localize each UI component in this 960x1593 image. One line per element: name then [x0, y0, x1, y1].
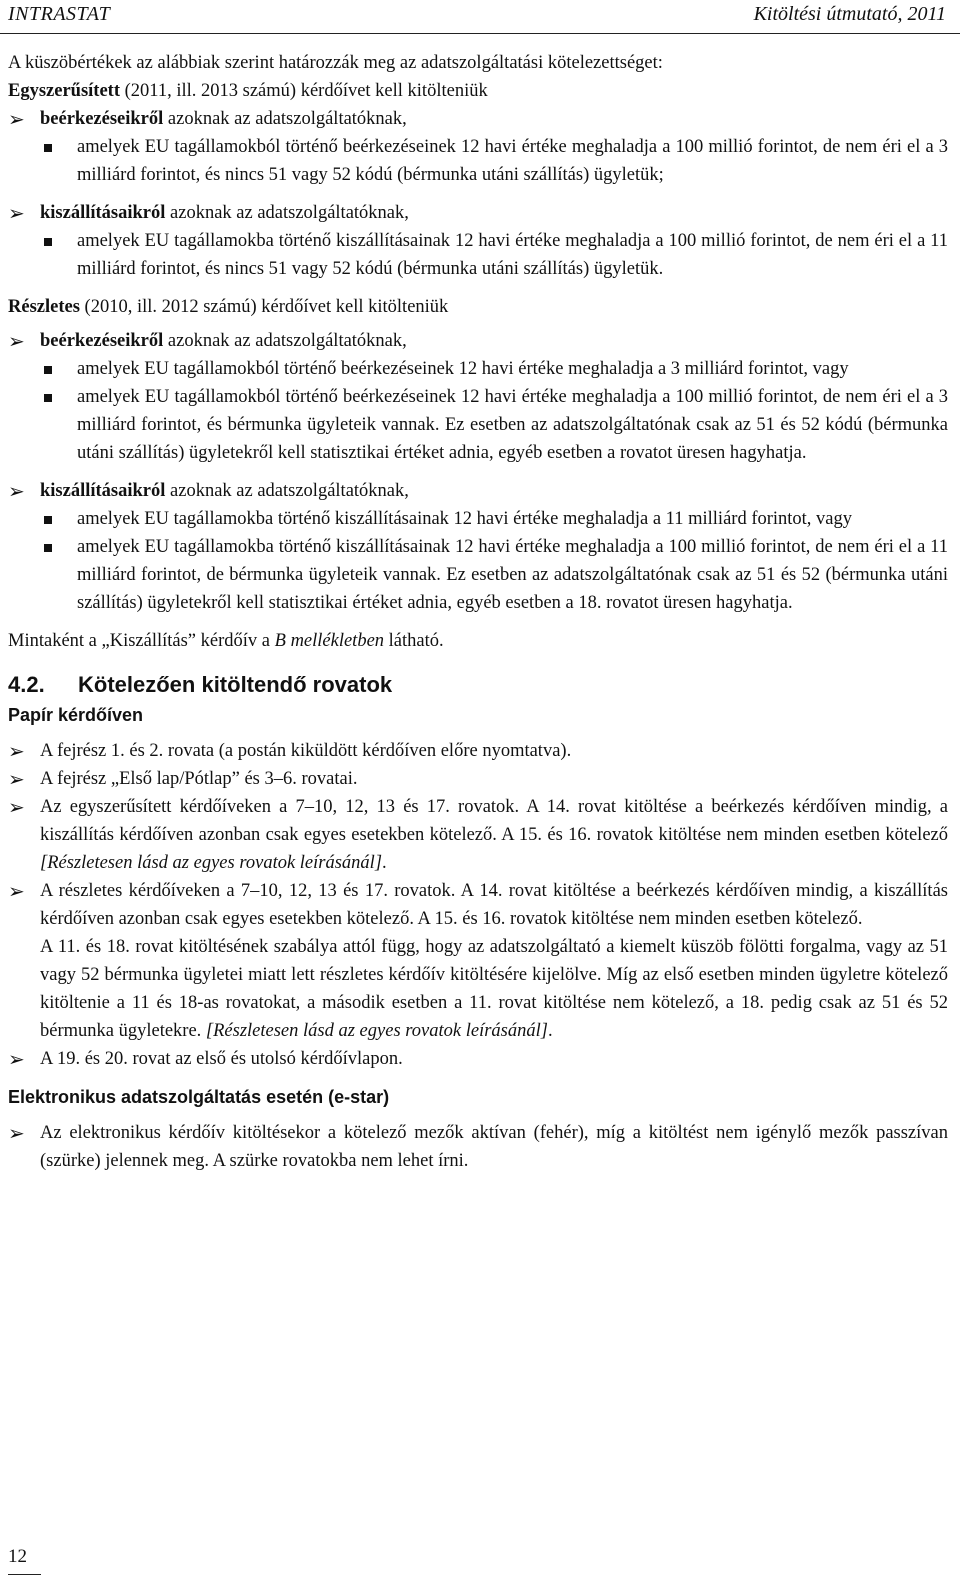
- paper-item: [8, 793, 948, 877]
- paper-item-text: A fejrész 1. és 2. rovata (a postán kiküldött kérdőíven előre nyomtatva).: [40, 741, 572, 761]
- section-heading: [8, 669, 948, 701]
- arrow-bullet-icon: ➢: [8, 795, 25, 819]
- square-bullet-icon: [44, 133, 58, 161]
- simplified-label-bold: Egyszerűsített: [8, 81, 120, 101]
- paper-item-extra-italic: [Részletesen lásd az egyes rovatok leírásánál]: [205, 1021, 548, 1041]
- arrow-bullet-icon: ➢: [8, 767, 25, 791]
- square-bullet-icon: [44, 533, 58, 561]
- paper-item: [8, 765, 948, 793]
- simplified-item-dispatches: [8, 199, 948, 227]
- detailed-item-dispatches: [8, 477, 948, 505]
- square-bullet-icon: [44, 355, 58, 383]
- paper-item: [8, 877, 948, 933]
- item-rest: azoknak az adatszolgáltatóknak,: [163, 109, 407, 129]
- electronic-item: [8, 1119, 948, 1175]
- item-rest: azoknak az adatszolgáltatóknak,: [165, 481, 409, 501]
- paper-heading: Papír kérdőíven: [8, 705, 144, 725]
- detailed-arrivals-sub-1: [8, 355, 948, 383]
- item-bold: kiszállításaikról: [40, 203, 166, 223]
- arrow-bullet-icon: ➢: [8, 479, 25, 503]
- detailed-dispatches-sub-2: [8, 533, 948, 617]
- detailed-dispatches-sub-1: [8, 505, 948, 533]
- header-title: INTRASTAT: [8, 3, 111, 25]
- paper-item-continuation: [8, 933, 948, 1045]
- paper-item-text: A 19. és 20. rovat az első és utolsó kérdőívlapon.: [40, 1049, 403, 1069]
- arrow-bullet-icon: ➢: [8, 329, 25, 353]
- header-subtitle: Kitöltési útmutató, 2011: [753, 3, 946, 25]
- simplified-label-rest: (2011, ill. 2013 számú) kérdőívet kell kitölteniük: [120, 81, 488, 101]
- paper-item-text: Az egyszerűsített kérdőíveken a 7–10, 12, 13 és 17. rovatok. A 14. rovat kitöltése a beérkezés kérdőíven mindig, a kiszállítás kérdőíven azonban csak egyes esetekben kötelező. A 15. és 16. rovatok kitöltése nem minden esetben kötelező: [40, 797, 948, 845]
- detailed-label-bold: Részletes: [8, 297, 80, 317]
- electronic-item-text: Az elektronikus kérdőív kitöltésekor a kötelező mezők aktívan (fehér), míg a kitöltést nem igénylő mezők passzívan (szürke) jelennek meg. A szürke rovatokba nem lehet írni.: [40, 1123, 948, 1171]
- paper-item-italic: [Részletesen lásd az egyes rovatok leírásánál]: [40, 853, 383, 873]
- detailed-item-arrivals: [8, 327, 948, 355]
- paper-item-text: A részletes kérdőíveken a 7–10, 12, 13 és 17. rovatok. A 14. rovat kitöltése a beérkezés kérdőíven mindig, a kiszállítás kérdőíven azonban csak egyes esetekben kötelező. A 15. és 16. rovatok kitöltése nem minden esetben kötelező.: [40, 881, 948, 929]
- simplified-arrivals-sub: [8, 133, 948, 189]
- arrow-bullet-icon: ➢: [8, 201, 25, 225]
- detailed-label: [8, 293, 948, 321]
- paper-item-after: .: [382, 853, 387, 873]
- simplified-dispatches-sub: [8, 227, 948, 283]
- sample-text-b: B: [274, 631, 286, 651]
- page-content: [8, 49, 948, 1175]
- section-title: Kötelezően kitöltendő rovatok: [78, 672, 393, 697]
- square-bullet-icon: [44, 383, 58, 411]
- detailed-arrivals-sub-2: [8, 383, 948, 467]
- sub-text: amelyek EU tagállamokba történő kiszállításainak 12 havi értéke meghaladja a 11 milliárd forintot, vagy: [77, 509, 853, 529]
- paper-item: [8, 1045, 948, 1073]
- item-rest: azoknak az adatszolgáltatóknak,: [163, 331, 407, 351]
- simplified-label: [8, 77, 948, 105]
- item-bold: beérkezéseikről: [40, 109, 164, 129]
- square-bullet-icon: [44, 227, 58, 255]
- arrow-bullet-icon: ➢: [8, 1121, 25, 1145]
- sample-text-a: Mintaként a „Kiszállítás” kérdőív a: [8, 631, 275, 651]
- sample-note: [8, 627, 948, 655]
- paper-item-extra: A 11. és 18. rovat kitöltésének szabálya attól függ, hogy az adatszolgáltató a kiemelt küszöb fölötti forgalma, vagy az 51 vagy 52 bérmunka ügyletei miatt lett részletes kérdőív kitöltésére kijelölve. Míg az első esetben minden ügyletre kötelező kitöltenie a 11 és 18-as rovatokat, a második esetben a 11. rovat kitöltése nem kötelező, a 18. pedig csak az 51 és 52 bérmunka ügyletekre.: [40, 937, 948, 1041]
- arrow-bullet-icon: ➢: [8, 879, 25, 903]
- sub-text: amelyek EU tagállamokból történő beérkezéseinek 12 havi értéke meghaladja a 100 millió forintot, de nem éri el a 3 milliárd forintot, és bérmunka ügyleteik vannak. Ez esetben az adatszolgáltatónak csak az 51 és 52 kódú (bérmunka utáni szállítás) ügyletekről kell statisztikai értéket adnia, egyéb esetben a rovatot üresen hagyhatja.: [77, 387, 948, 463]
- sub-text: amelyek EU tagállamokból történő beérkezéseinek 12 havi értéke meghaladja a 100 millió forintot, de nem éri el a 3 milliárd forintot, és nincs 51 vagy 52 kódú (bérmunka utáni szállítás) ügyletük;: [77, 137, 948, 185]
- sub-text: amelyek EU tagállamokból történő beérkezéseinek 12 havi értéke meghaladja a 3 milliárd forintot, vagy: [77, 359, 849, 379]
- detailed-label-rest: (2010, ill. 2012 számú) kérdőívet kell kitölteniük: [79, 297, 449, 317]
- arrow-bullet-icon: ➢: [8, 107, 25, 131]
- arrow-bullet-icon: ➢: [8, 1047, 25, 1071]
- arrow-bullet-icon: ➢: [8, 739, 25, 763]
- electronic-heading: Elektronikus adatszolgáltatás esetén (e-star): [8, 1087, 390, 1107]
- paper-item: [8, 737, 948, 765]
- intro-paragraph: A küszöbértékek az alábbiak szerint határozzák meg az adatszolgáltatási kötelezettséget:: [8, 53, 663, 73]
- sub-text: amelyek EU tagállamokba történő kiszállításainak 12 havi értéke meghaladja a 100 millió forintot, de nem éri el a 11 milliárd forintot, és nincs 51 vagy 52 kódú (bérmunka utáni szállítás) ügyletük.: [77, 231, 948, 279]
- paper-item-text: A fejrész „Első lap/Pótlap” és 3–6. rovatai.: [40, 769, 358, 789]
- item-bold: kiszállításaikról: [40, 481, 166, 501]
- square-bullet-icon: [44, 505, 58, 533]
- item-bold: beérkezéseikről: [40, 331, 164, 351]
- item-rest: azoknak az adatszolgáltatóknak,: [165, 203, 409, 223]
- page-number: 12: [8, 1546, 27, 1567]
- sub-text: amelyek EU tagállamokba történő kiszállításainak 12 havi értéke meghaladja a 100 millió forintot, de nem éri el a 11 milliárd forintot, de bérmunka ügyleteik vannak. Ez esetben az adatszolgáltatónak csak az 51 és 52 (bérmunka utáni szállítás) ügyletekről kell statisztikai értéket adnia, egyéb esetben a 18. rovatot üresen hagyhatja.: [77, 537, 948, 613]
- simplified-item-arrivals: [8, 105, 948, 133]
- page-header: [0, 0, 960, 34]
- section-number: 4.2.: [8, 672, 45, 697]
- paper-item-extra-after: .: [547, 1021, 553, 1041]
- sample-text-e: látható.: [384, 631, 444, 651]
- sample-text-d: mellékletben: [290, 631, 385, 651]
- footer-divider: [8, 1574, 41, 1575]
